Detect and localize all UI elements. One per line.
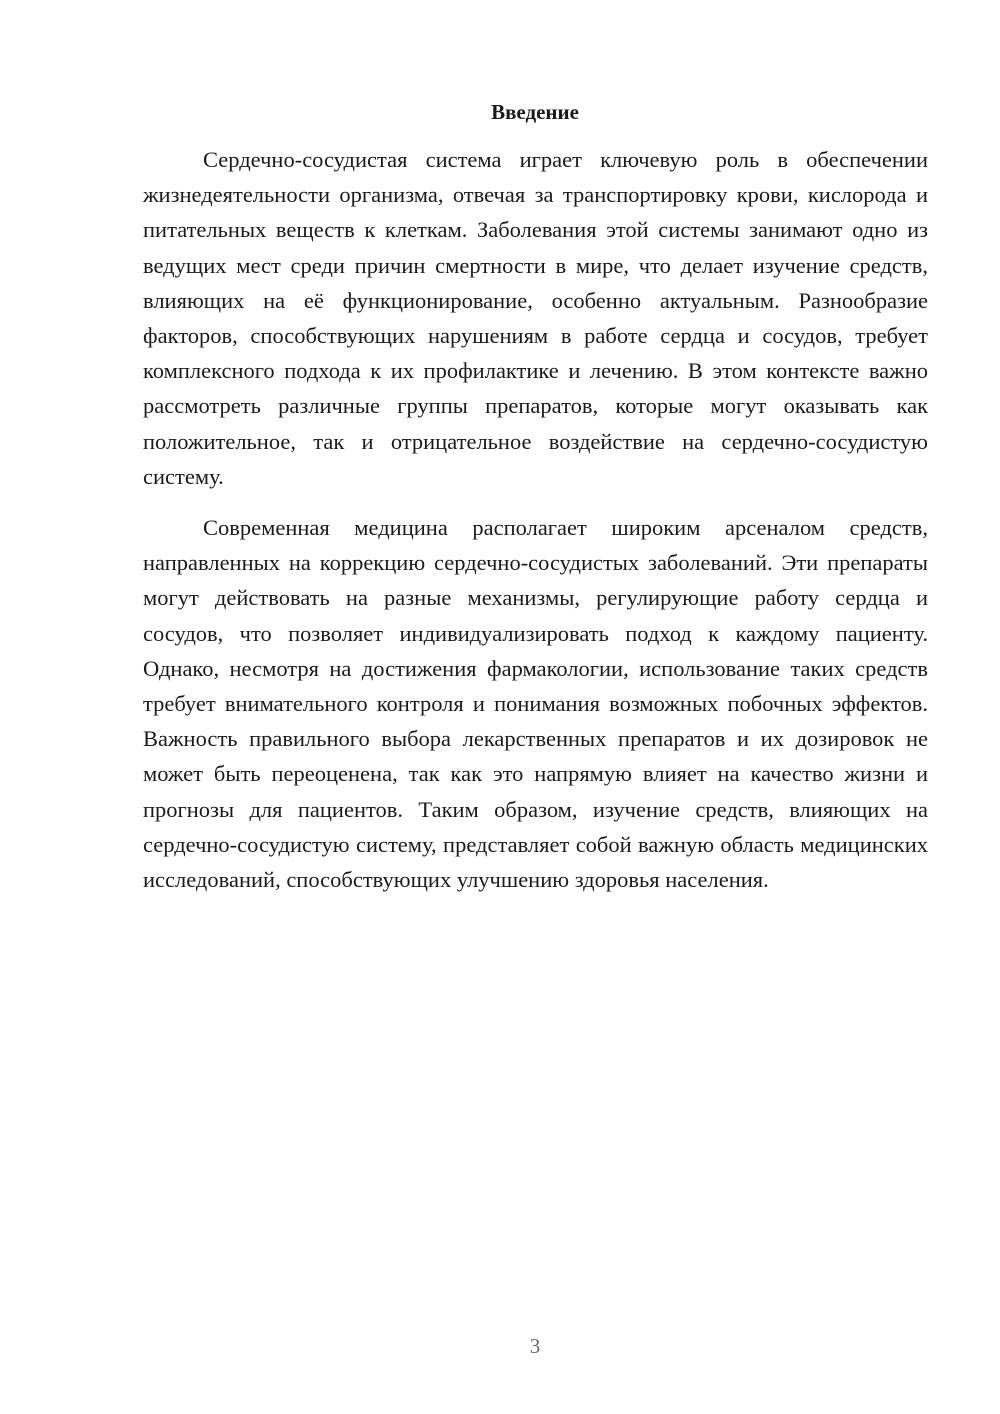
page-number: 3 — [529, 1334, 541, 1358]
body-text — [143, 142, 928, 897]
paragraph: Современная медицина располагает широким арсеналом средств, направленных на коррекцию сердечно-сосудистых заболеваний. Эти препараты могут действовать на разные механизмы, регулирующие работу сердца и сосудов, что позволяет индивидуализировать подход к каждому пациенту. Однако, несмотря на достижения фармакологии, использование таких средств требует внимательного контроля и понимания возможных побочных эффектов. Важность правильного выбора лекарственных препаратов и их дозировок не может быть переоценена, так как это напрямую влияет на качество жизни и прогнозы для пациентов. Таким образом, изучение средств, влияющих на сердечно-сосудистую систему, представляет собой важную область медицинских исследований, способствующих улучшению здоровья населения. — [143, 515, 928, 893]
section-heading: Введение — [491, 100, 579, 124]
paragraph: Сердечно-сосудистая система играет ключевую роль в обеспечении жизнедеятельности организма, отвечая за транспортировку крови, кислорода и питательных веществ к клеткам. Заболевания этой системы занимают одно из ведущих мест среди причин смертности в мире, что делает изучение средств, влияющих на её функционирование, особенно актуальным. Разнообразие факторов, способствующих нарушениям в работе сердца и сосудов, требует комплексного подхода к их профилактике и лечению. В этом контексте важно рассмотреть различные группы препаратов, которые могут оказывать как положительное, так и отрицательное воздействие на сердечно-сосудистую систему. — [143, 147, 928, 489]
